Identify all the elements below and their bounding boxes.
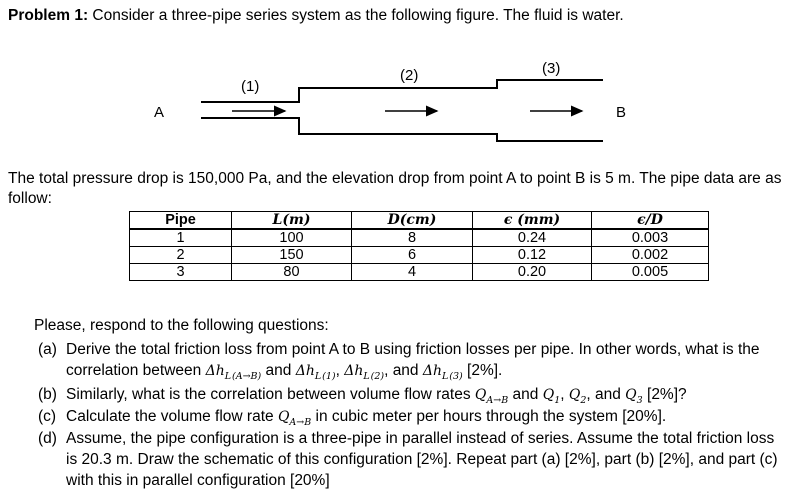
table-cell: 8 xyxy=(352,229,473,247)
header-length: L(m) xyxy=(232,212,352,230)
problem-label: Problem 1: xyxy=(8,7,89,24)
question-label: (b) xyxy=(38,386,57,403)
pipe-1-bottom-wall xyxy=(201,118,330,134)
table-header-row xyxy=(130,212,709,230)
pipe-2-label: (2) xyxy=(400,67,419,84)
pipe-system-figure xyxy=(0,0,790,170)
table-cell: 100 xyxy=(232,229,352,247)
header-pipe: Pipe xyxy=(130,212,232,230)
point-b-label: B xyxy=(616,104,627,121)
table-row xyxy=(130,229,709,247)
pipe-3-label: (3) xyxy=(542,60,561,77)
pipe-1-label: (1) xyxy=(241,78,260,95)
table-cell: 0.12 xyxy=(473,247,592,264)
table-cell: 4 xyxy=(352,264,473,281)
question-label: (a) xyxy=(38,341,57,358)
table-cell: 0.003 xyxy=(592,229,709,247)
table-row xyxy=(130,264,709,281)
pipe-2-top-wall xyxy=(330,80,603,88)
question-text: Assume, the pipe configuration is a three-pipe in parallel instead of series. Assume the total friction loss is 20.3 m. Draw the schematic of this configuration [2%]. Repeat part (a) [2%], part (b) [2%], and part (c) with this in parallel configuration [20%] xyxy=(66,430,778,489)
table-cell: 0.002 xyxy=(592,247,709,264)
table-cell: 2 xyxy=(130,247,232,264)
header-relative-roughness: ϵ/D xyxy=(592,212,709,230)
problem-statement: Consider a three-pipe series system as the following figure. The fluid is water. xyxy=(92,7,624,24)
table-cell: 0.20 xyxy=(473,264,592,281)
question-label: (d) xyxy=(38,430,57,447)
header-roughness: ϵ (mm) xyxy=(473,212,592,230)
table-cell: 1 xyxy=(130,229,232,247)
table-cell: 3 xyxy=(130,264,232,281)
table-cell: 0.005 xyxy=(592,264,709,281)
question-label: (c) xyxy=(38,408,57,425)
header-diameter: D(cm) xyxy=(352,212,473,230)
table-cell: 0.24 xyxy=(473,229,592,247)
pipe-data-table xyxy=(129,211,709,281)
table-cell: 6 xyxy=(352,247,473,264)
questions-intro: Please, respond to the following questions: xyxy=(34,317,329,334)
pipe-2-bottom-wall xyxy=(330,134,603,141)
table-cell: 150 xyxy=(232,247,352,264)
table-cell: 80 xyxy=(232,264,352,281)
question-text: Calculate the volume flow rate $Q_{A\to B}$ in cubic meter per hours through the system [20%]. xyxy=(66,408,667,429)
question-text: Derive the total friction loss from point A to B using friction losses per pipe. In other words, what is the correlation between $\Delta h_{L (A\to B)}$ and $\Delta h_{L (1)}$, $\Delta h_{L (2)}$, and $\Delta h_{L (3)}$ [2%]. xyxy=(66,341,760,383)
table-row xyxy=(130,247,709,264)
question-text: Similarly, what is the correlation between volume flow rates $Q_{A\to B}$ and $Q_1$, $Q_2$, and $Q_3$ [2%]? xyxy=(66,386,687,407)
pipe-1-top-wall xyxy=(201,88,330,102)
point-a-label: A xyxy=(154,104,165,121)
system-description: The total pressure drop is 150,000 Pa, and the elevation drop from point A to point B is 5 m. The pipe data are as follow: xyxy=(8,170,782,207)
